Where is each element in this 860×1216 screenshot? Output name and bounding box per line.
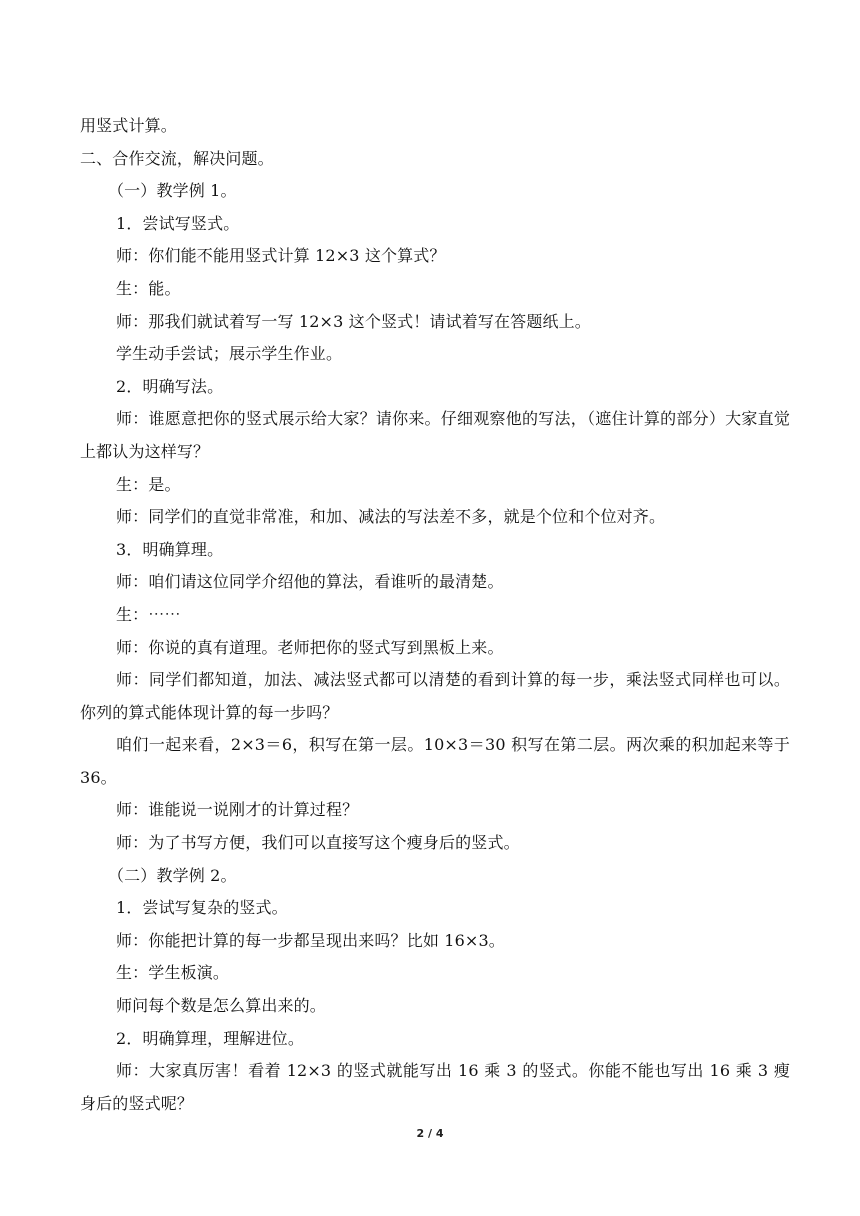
text-line: 用竖式计算。 [80, 116, 177, 135]
text-line: 学生动手尝试；展示学生作业。 [116, 344, 343, 364]
subsection-heading: （二）教学例 2。 [108, 865, 237, 885]
text-line: 生：是。 [116, 474, 181, 494]
step-heading: 3．明确算理。 [116, 539, 224, 559]
text-line: 师：谁能说一说刚才的计算过程？ [116, 800, 359, 820]
page-number: 2 / 4 [416, 1127, 444, 1140]
section-heading: 二、合作交流，解决问题。 [80, 148, 274, 168]
step-heading: 2．明确写法。 [116, 376, 224, 396]
text-line: 师：你能把计算的每一步都呈现出来吗？比如 16×3。 [116, 930, 505, 950]
text-line: 师：为了书写方便，我们可以直接写这个瘦身后的竖式。 [116, 833, 520, 853]
text-line: 师：你们能不能用竖式计算 12×3 这个算式？ [116, 246, 446, 266]
document-body [80, 110, 790, 1120]
step-heading: 1．尝试写竖式。 [116, 213, 240, 233]
step-heading: 2．明确算理，理解进位。 [116, 1028, 304, 1048]
text-line: 生：能。 [116, 278, 181, 298]
step-heading: 1．尝试写复杂的竖式。 [116, 898, 288, 918]
text-line: 生：学生板演。 [116, 963, 230, 983]
text-line: 师：那我们就试着写一写 12×3 这个竖式！请试着写在答题纸上。 [116, 311, 591, 331]
text-paragraph: 师：同学们都知道，加法、减法竖式都可以清楚的看到计算的每一步，乘法竖式同样也可以。你列的算式能体现计算的每一步吗？ [80, 670, 790, 722]
subsection-heading: （一）教学例 1。 [108, 181, 237, 201]
text-paragraph: 咱们一起来看，2×3＝6，积写在第一层。10×3＝30 积写在第二层。两次乘的积加起来等于 36。 [80, 735, 790, 787]
text-line: 师：你说的真有道理。老师把你的竖式写到黑板上来。 [116, 637, 504, 657]
text-line: 师：咱们请这位同学介绍他的算法，看谁听的最清楚。 [116, 572, 504, 592]
text-line: 师：同学们的直觉非常准，和加、减法的写法差不多，就是个位和个位对齐。 [116, 507, 666, 527]
text-line: 师问每个数是怎么算出来的。 [116, 996, 326, 1016]
text-line: 生：⋯⋯ [116, 604, 181, 624]
text-paragraph: 师：大家真厉害！看着 12×3 的竖式就能写出 16 乘 3 的竖式。你能不能也写出 16 乘 3 瘦身后的竖式呢？ [80, 1061, 790, 1113]
text-paragraph: 师：谁愿意把你的竖式展示给大家？请你来。仔细观察他的写法，（遮住计算的部分）大家直觉上都认为这样写？ [80, 409, 790, 461]
